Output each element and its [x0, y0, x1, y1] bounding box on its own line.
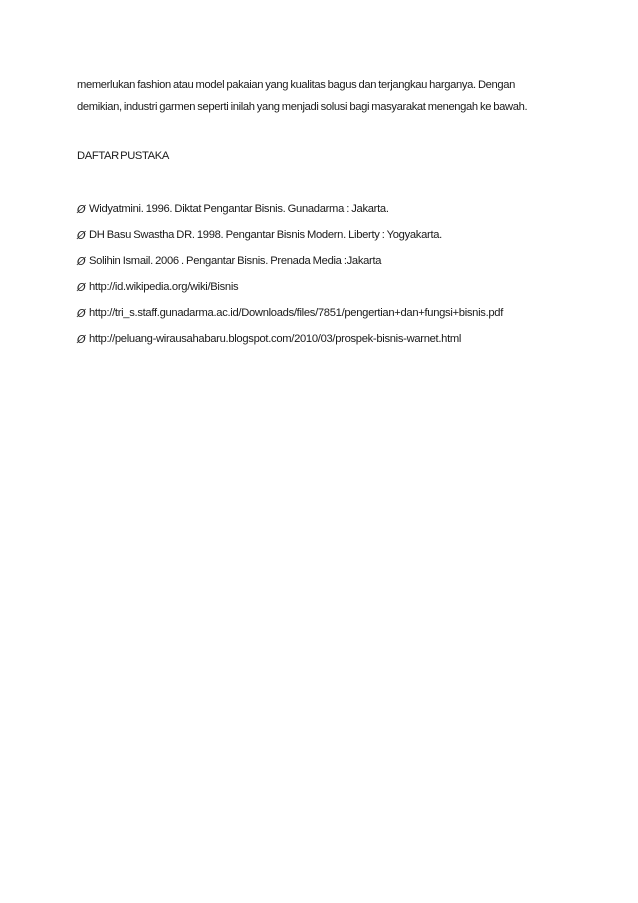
arrow-bullet-icon: Ø: [77, 332, 86, 346]
arrow-bullet-icon: Ø: [77, 306, 86, 320]
body-paragraph: [77, 74, 577, 118]
reference-item: [77, 222, 503, 248]
references-heading: DAFTAR PUSTAKA: [77, 150, 170, 162]
reference-text: DH Basu Swastha DR. 1998. Pengantar Bisnis Modern. Liberty : Yogyakarta.: [89, 229, 442, 241]
reference-item: [77, 196, 503, 222]
reference-text: http://peluang-wirausahabaru.blogspot.com/2010/03/prospek-bisnis-warnet.html: [89, 333, 462, 345]
paragraph-line: demikian, industri garmen seperti inilah yang menjadi solusi bagi masyarakat menengah ke bawah.: [77, 101, 528, 113]
arrow-bullet-icon: Ø: [77, 254, 86, 268]
reference-item: [77, 274, 503, 300]
arrow-bullet-icon: Ø: [77, 280, 86, 294]
reference-text: http://id.wikipedia.org/wiki/Bisnis: [89, 281, 239, 293]
reference-item: [77, 300, 503, 326]
reference-item: [77, 248, 503, 274]
reference-text: Solihin Ismail. 2006 . Pengantar Bisnis. Prenada Media :Jakarta: [89, 255, 382, 267]
reference-list: [77, 196, 503, 352]
arrow-bullet-icon: Ø: [77, 228, 86, 242]
paragraph-line: memerlukan fashion atau model pakaian yang kualitas bagus dan terjangkau harganya. Dengan: [77, 79, 516, 91]
reference-text: Widyatmini. 1996. Diktat Pengantar Bisnis. Gunadarma : Jakarta.: [89, 203, 389, 215]
arrow-bullet-icon: Ø: [77, 202, 86, 216]
reference-text: http://tri_s.staff.gunadarma.ac.id/Downloads/files/7851/pengertian+dan+fungsi+bisnis.pdf: [89, 307, 504, 319]
reference-item: [77, 326, 503, 352]
